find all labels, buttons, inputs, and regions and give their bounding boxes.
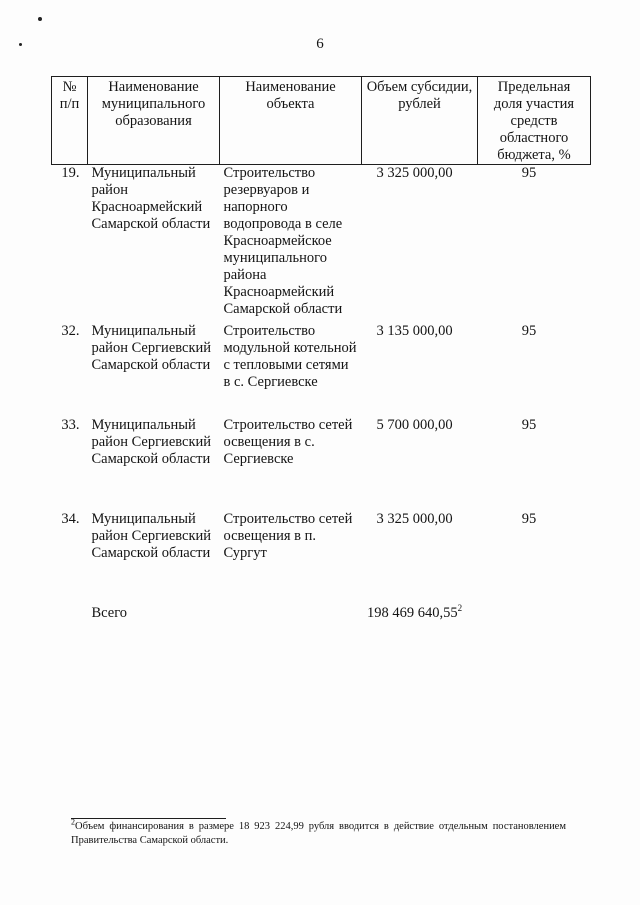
row-num: 34. [61, 511, 80, 527]
row-num: 33. [61, 417, 80, 433]
subsidy-table [51, 76, 591, 629]
row-share: 95 [521, 417, 537, 433]
footnote [71, 817, 566, 848]
header-amount: Объем субсидии, рублей [362, 77, 478, 165]
row-amount: 3 325 000,00 [376, 165, 453, 181]
footnote-text: Объем финансирования в размере 18 923 224,99 рубля вводится в действие отдельным постановлением Правительства Самарской области. [71, 821, 566, 846]
row-municipality: Муниципальный район Красноармейский Самарской области [91, 165, 211, 232]
total-label: Всего [91, 605, 128, 621]
row-share: 95 [521, 511, 537, 527]
table-row [52, 323, 591, 417]
header-municipality: Наименование муниципального образования [88, 77, 220, 165]
row-municipality: Муниципальный район Сергиевский Самарской области [91, 417, 212, 467]
total-share-empty [478, 605, 591, 629]
row-share: 95 [521, 323, 537, 339]
footnote-separator [71, 818, 226, 819]
table-row [52, 165, 591, 324]
header-object: Наименование объекта [220, 77, 362, 165]
header-share: Предельная доля участия средств областного бюджета, % [478, 77, 591, 165]
row-amount: 5 700 000,00 [376, 417, 453, 433]
row-amount: 3 135 000,00 [376, 323, 453, 339]
total-row [52, 605, 591, 629]
total-amount: 198 469 640,55 [366, 605, 458, 621]
scan-speck [38, 17, 42, 21]
row-object: Строительство сетей освещения в с. Сергиевске [223, 417, 353, 467]
footnote-mark: 2 [71, 817, 75, 827]
total-footnote-mark: 2 [457, 603, 463, 614]
row-municipality: Муниципальный район Сергиевский Самарской области [91, 323, 212, 373]
row-num: 32. [61, 323, 80, 339]
row-object: Строительство резервуаров и напорного водопровода в селе Красноармейское муниципального района Красноармейский Самарской области [223, 165, 343, 317]
header-num: № п/п [52, 77, 88, 165]
row-municipality: Муниципальный район Сергиевский Самарской области [91, 511, 212, 561]
row-object: Строительство модульной котельной с тепловыми сетями в с. Сергиевске [223, 323, 357, 390]
table-header-row [52, 77, 591, 165]
row-share: 95 [521, 165, 537, 181]
row-object: Строительство сетей освещения в п. Сургут [223, 511, 353, 561]
total-object-empty [220, 605, 362, 629]
table-row [52, 417, 591, 511]
total-amount-cell [362, 605, 478, 629]
total-num-empty [52, 605, 88, 629]
row-num: 19. [61, 165, 80, 181]
row-amount: 3 325 000,00 [376, 511, 453, 527]
table-row [52, 511, 591, 605]
page-number: 6 [316, 36, 324, 52]
